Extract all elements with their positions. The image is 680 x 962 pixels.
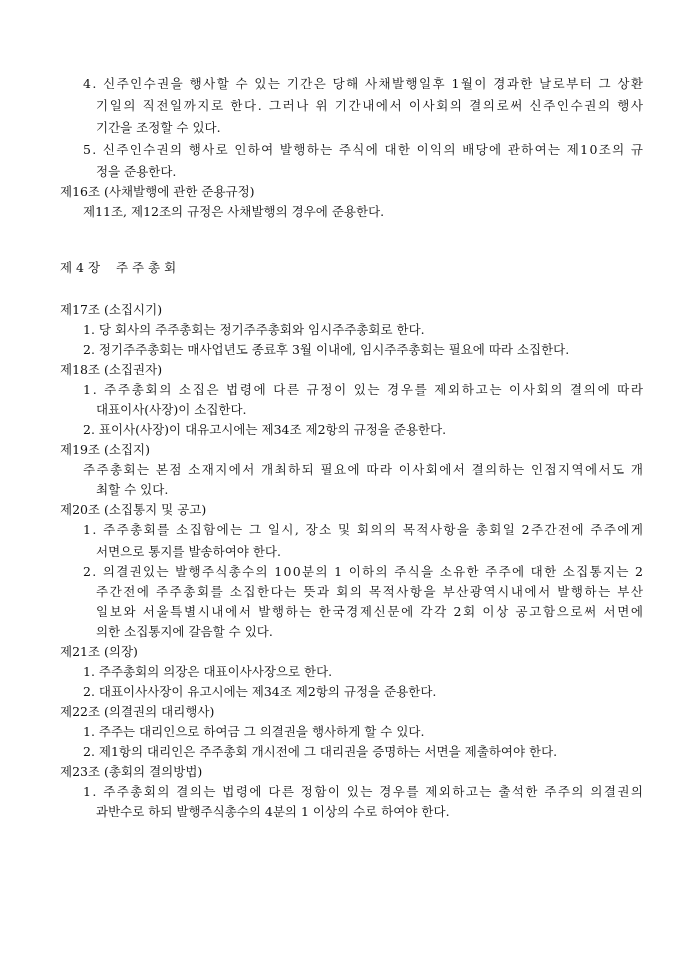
- article-heading: 제20조 (소집통지 및 공고): [60, 502, 207, 517]
- text-line: 정을 준용한다.: [96, 164, 177, 179]
- article-heading: 제19조 (소집지): [60, 442, 151, 457]
- article-heading: 제23조 (총회의 결의방법): [60, 764, 203, 779]
- article-heading: 제21조 (의장): [60, 644, 138, 659]
- text-line: 5. 신주인수권의 행사로 인하여 발행하는 주식에 대한 이익의 배당에 관하여는 제10조의 규: [83, 142, 645, 157]
- text-line: 일보와 서울특별시내에서 발행하는 한국경제신문에 각각 2회 이상 공고함으로써 서면에: [96, 604, 645, 619]
- text-line: 2. 제1항의 대리인은 주주총회 개시전에 그 대리권을 증명하는 서면을 제출하여야 한다.: [83, 744, 558, 759]
- text-line: 서면으로 통지를 발송하여야 한다.: [96, 544, 281, 559]
- text-line: 1. 주주총회의 소집은 법령에 다른 규정이 있는 경우를 제외하고는 이사회의 결의에 따라: [83, 382, 645, 397]
- text-line: 1. 주주총회의 의장은 대표이사사장으로 한다.: [83, 664, 333, 679]
- text-line: 2. 표이사(사장)이 대유고시에는 제34조 제2항의 규정을 준용한다.: [83, 422, 447, 437]
- text-line: 1. 당 회사의 주주총회는 정기주주총회와 임시주주총회로 한다.: [83, 322, 425, 337]
- text-line: 2. 의결권있는 발행주식총수의 100분의 1 이하의 주식을 소유한 주주에 대한 소집통지는 2: [83, 564, 645, 579]
- text-line: 주간전에 주주총회를 소집한다는 뜻과 회의 목적사항을 부산광역시내에서 발행하는 부산: [96, 584, 645, 599]
- chapter-heading: 제 4 장 주 주 총 회: [60, 260, 177, 275]
- article-heading: 제16조 (사채발행에 관한 준용규정): [60, 184, 255, 199]
- article-heading: 제17조 (소집시기): [60, 302, 163, 317]
- text-line: 의한 소집통지에 갈음할 수 있다.: [96, 624, 273, 639]
- article-heading: 제18조 (소집권자): [60, 362, 163, 377]
- text-line: 2. 대표이사사장이 유고시에는 제34조 제2항의 규정을 준용한다.: [83, 684, 437, 699]
- text-line: 과반수로 하되 발행주식총수의 4분의 1 이상의 수로 하여야 한다.: [96, 804, 450, 819]
- text-line: 1. 주주는 대리인으로 하여금 그 의결권을 행사하게 할 수 있다.: [83, 724, 425, 739]
- text-line: 최할 수 있다.: [96, 482, 169, 497]
- text-line: 2. 정기주주총회는 매사업년도 종료후 3월 이내에, 임시주주총회는 필요에 따라 소집한다.: [83, 342, 570, 357]
- text-line: 1. 주주총회의 결의는 법령에 다른 정함이 있는 경우를 제외하고는 출석한 주주의 의결권의: [83, 784, 645, 799]
- text-line: 4. 신주인수권을 행사할 수 있는 기간은 당해 사채발행일후 1월이 경과한 날로부터 그 상환: [83, 76, 645, 91]
- text-line: 1. 주주총회를 소집함에는 그 일시, 장소 및 회의의 목적사항을 총회일 2주간전에 주주에게: [83, 522, 645, 537]
- text-line: 대표이사(사장)이 소집한다.: [96, 402, 247, 417]
- text-line: 기일의 직전일까지로 한다. 그러나 위 기간내에서 이사회의 결의로써 신주인수권의 행사: [96, 98, 645, 113]
- article-heading: 제22조 (의결권의 대리행사): [60, 704, 215, 719]
- text-line: 제11조, 제12조의 규정은 사채발행의 경우에 준용한다.: [83, 204, 385, 219]
- text-line: 기간을 조정할 수 있다.: [96, 120, 221, 135]
- text-line: 주주총회는 본점 소재지에서 개최하되 필요에 따라 이사회에서 결의하는 인접지역에서도 개: [83, 462, 645, 477]
